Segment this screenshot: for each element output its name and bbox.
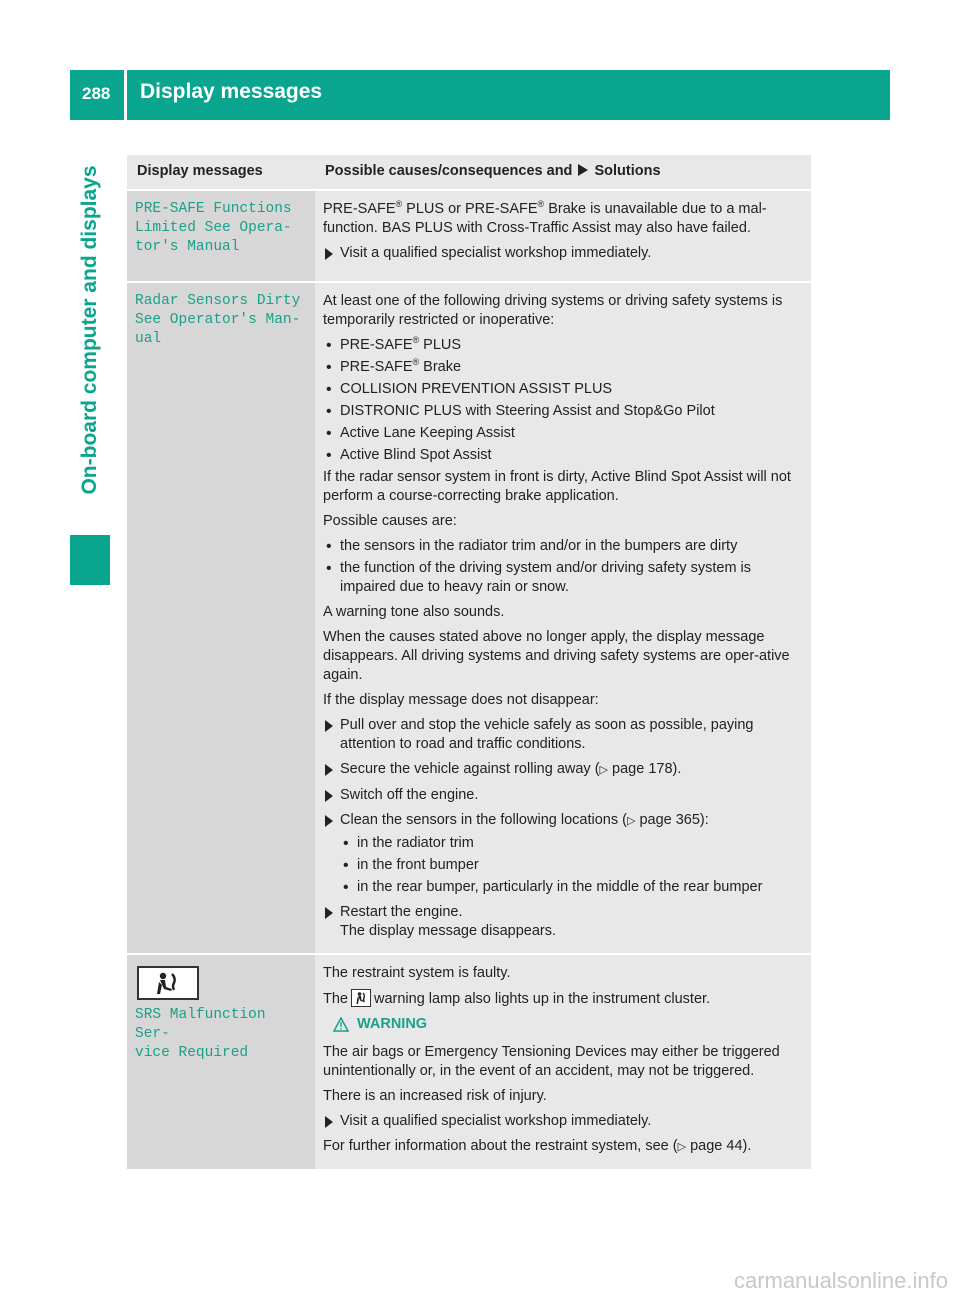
lamp-text bbox=[323, 989, 803, 1009]
message-line: See Operator's Man‐ bbox=[135, 312, 301, 328]
text-part: PLUS or PRE-SAFE bbox=[402, 201, 538, 217]
page-ref-icon: ▷ bbox=[677, 1141, 687, 1153]
warning-heading bbox=[333, 1015, 803, 1034]
col-header-solutions-post: Solutions bbox=[594, 163, 661, 179]
text-part: warning lamp also lights up in the instrument cluster. bbox=[374, 991, 711, 1007]
list-item: • Active Blind Spot Assist bbox=[323, 446, 803, 465]
text-part: PRE-SAFE bbox=[340, 359, 413, 375]
list-item: • the sensors in the radiator trim and/or in the bumpers are dirty bbox=[323, 537, 803, 556]
text-part: The display message disappears. bbox=[340, 923, 557, 939]
fault-text: The restraint system is faulty. bbox=[323, 965, 511, 981]
text-part: Secure the vehicle against rolling away ( bbox=[340, 761, 600, 777]
message-line: ual bbox=[135, 331, 162, 347]
list-item: • the function of the driving system and/or driving safety system is impaired due to heavy rain or snow. bbox=[323, 559, 803, 597]
text-part: Brake bbox=[419, 359, 462, 375]
page-ref-link[interactable]: page 44 bbox=[690, 1138, 743, 1154]
message-cell bbox=[127, 282, 315, 954]
message-line: vice Required bbox=[135, 1045, 249, 1061]
message-line: tor's Manual bbox=[135, 239, 240, 255]
message-line: Limited See Opera‐ bbox=[135, 220, 292, 236]
solution-cell bbox=[315, 190, 811, 282]
col-header-solutions bbox=[315, 155, 811, 190]
solution-step: Visit a qualified specialist workshop immediately. bbox=[323, 1112, 803, 1131]
solution-cell bbox=[315, 954, 811, 1170]
table-row bbox=[127, 282, 811, 954]
message-line: Radar Sensors Dirty bbox=[135, 293, 301, 309]
text-part: Clean the sensors in the following locations ( bbox=[340, 812, 627, 828]
text-part: Restart the engine. bbox=[340, 904, 463, 920]
page-ref-link[interactable]: page 178 bbox=[612, 761, 673, 777]
solution-step: Switch off the engine. bbox=[323, 786, 803, 805]
side-tab-marker bbox=[70, 535, 110, 585]
if-not-text: If the display message does not disappear: bbox=[323, 692, 599, 708]
list-item: • in the front bumper bbox=[323, 856, 803, 875]
text-part: Brake is unavailable due to a mal-function. BAS PLUS with Cross-Traffic Assist may also have failed. bbox=[323, 201, 767, 236]
list-item bbox=[323, 336, 803, 355]
page-title: Display messages bbox=[140, 80, 323, 103]
message-line: SRS Malfunction Ser‐ bbox=[135, 1007, 266, 1042]
list-item: • Active Lane Keeping Assist bbox=[323, 424, 803, 443]
solution-step bbox=[323, 760, 803, 780]
list-item bbox=[323, 358, 803, 377]
airbag-warning-icon bbox=[351, 989, 371, 1007]
risk-text: There is an increased risk of injury. bbox=[323, 1088, 547, 1104]
side-section-label: On-board computer and displays bbox=[78, 165, 101, 495]
text-part: ). bbox=[672, 761, 682, 777]
text-part: PRE-SAFE bbox=[323, 201, 396, 217]
warning-triangle-icon bbox=[333, 1017, 349, 1032]
solution-step: Pull over and stop the vehicle safely as soon as possible, paying attention to road and traffic conditions. bbox=[323, 716, 803, 754]
list-item: • COLLISION PREVENTION ASSIST PLUS bbox=[323, 380, 803, 399]
page-ref-link[interactable]: page 365 bbox=[639, 812, 700, 828]
registered-mark: ® bbox=[537, 199, 545, 210]
text-part: For further information about the restraint system, see ( bbox=[323, 1138, 678, 1154]
text-part: The bbox=[323, 991, 348, 1007]
solution-arrow-icon bbox=[578, 164, 588, 176]
page-number: 288 bbox=[82, 84, 111, 103]
watermark: carmanualsonline.info bbox=[733, 1268, 948, 1293]
airbag-warning-icon bbox=[137, 966, 199, 1000]
display-message-text bbox=[135, 1006, 307, 1063]
solution-step bbox=[323, 811, 803, 831]
warning-label: WARNING bbox=[357, 1016, 428, 1032]
causes-label: Possible causes are: bbox=[323, 513, 457, 529]
solution-cell bbox=[315, 282, 811, 954]
list-item: • DISTRONIC PLUS with Steering Assist and Stop&Go Pilot bbox=[323, 402, 803, 421]
display-messages-table bbox=[127, 155, 811, 1171]
page-ref-icon: ▷ bbox=[626, 815, 636, 827]
registered-mark: ® bbox=[412, 335, 420, 346]
cause-text bbox=[323, 200, 803, 238]
warning-text: The air bags or Emergency Tensioning Devices may either be triggered unintentionally or, in the event of an accident, may not be triggered. bbox=[323, 1044, 780, 1079]
solution-step: Visit a qualified specialist workshop immediately. bbox=[323, 244, 803, 263]
radar-note: If the radar sensor system in front is dirty, Active Blind Spot Assist will not perform a course-correcting brake application. bbox=[323, 469, 791, 504]
registered-mark: ® bbox=[395, 199, 403, 210]
display-message-text bbox=[135, 292, 307, 349]
message-cell bbox=[127, 954, 315, 1170]
display-message-text bbox=[135, 200, 307, 257]
text-part: PLUS bbox=[419, 337, 462, 353]
col-header-solutions-pre: Possible causes/consequences and bbox=[325, 163, 573, 179]
text-part: ). bbox=[742, 1138, 752, 1154]
page-ref-icon: ▷ bbox=[599, 764, 608, 776]
text-part: ): bbox=[699, 812, 709, 828]
list-item: • in the rear bumper, particularly in the middle of the rear bumper bbox=[323, 878, 803, 897]
registered-mark: ® bbox=[412, 357, 420, 368]
solution-step bbox=[323, 903, 803, 941]
disappear-text: When the causes stated above no longer apply, the display message disappears. All driving systems and driving safety systems are oper-ative again. bbox=[323, 629, 790, 683]
table-row bbox=[127, 190, 811, 282]
message-line: PRE-SAFE Functions bbox=[135, 201, 292, 217]
intro-text: At least one of the following driving systems or driving safety systems is temporarily restricted or inoperative: bbox=[323, 293, 783, 328]
message-cell bbox=[127, 190, 315, 282]
col-header-messages: Display messages bbox=[127, 155, 315, 190]
text-part: PRE-SAFE bbox=[340, 337, 413, 353]
header-bar bbox=[70, 70, 890, 120]
tone-text: A warning tone also sounds. bbox=[323, 604, 505, 620]
table-header-row bbox=[127, 155, 811, 190]
table-row bbox=[127, 954, 811, 1170]
header-divider bbox=[124, 70, 127, 120]
further-info bbox=[323, 1137, 803, 1157]
list-item: • in the radiator trim bbox=[323, 834, 803, 853]
